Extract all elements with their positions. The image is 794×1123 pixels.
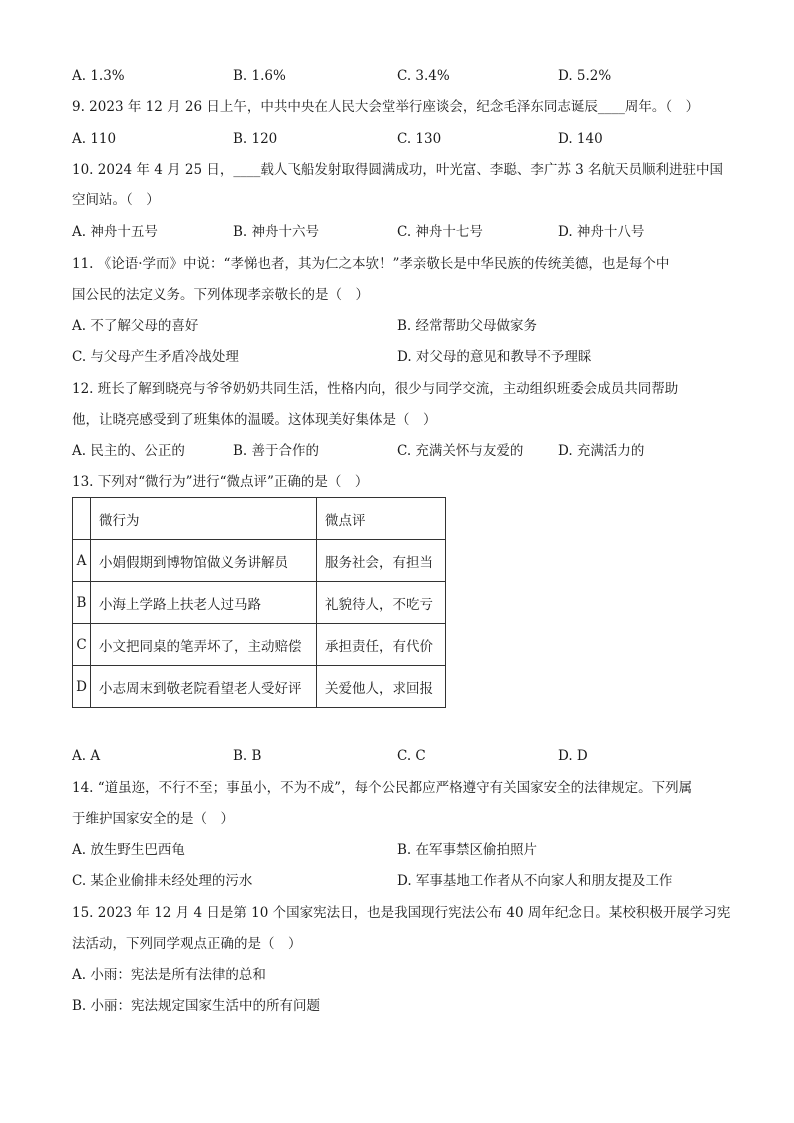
q14-stem-line1: 14. “道虽迩，不行不至；事虽小，不为不成”，每个公民都应严格遵守有关国家安全的法律规定。下列属 [72, 780, 693, 796]
q10-options [72, 223, 732, 241]
table-cell-comment: 承担责任，有代价 [317, 624, 446, 666]
table-row [73, 582, 446, 624]
table-header-cell: 微行为 [91, 498, 317, 540]
table-header-cell: 微点评 [317, 498, 446, 540]
table-row [73, 666, 446, 708]
table-row [73, 540, 446, 582]
q9-options [72, 130, 732, 148]
q11-option-c[interactable]: C. 与父母产生矛盾冷战处理 [72, 349, 239, 365]
q9-stem: 9. 2023 年 12 月 26 日上午，中共中央在人民大会堂举行座谈会，纪念毛泽东同志诞辰____周年。（ ） [72, 99, 700, 115]
table-cell-label: A [73, 540, 91, 582]
q14-option-a[interactable]: A. 放生野生巴西龟 [72, 842, 185, 858]
q11-stem-line2: 国公民的法定义务。下列体现孝亲敬长的是（ ） [72, 287, 369, 303]
q10-stem-line1: 10. 2024 年 4 月 25 日，____载人飞船发射取得圆满成功，叶光富、李聪、李广苏 3 名航天员顺利进驻中国 [72, 162, 724, 178]
q10-option-a[interactable]: A. 神舟十五号 [72, 224, 158, 240]
q8-option-b[interactable]: B. 1.6% [233, 68, 286, 84]
q9-option-c[interactable]: C. 130 [397, 131, 442, 147]
table-cell-label: B [73, 582, 91, 624]
q13-stem: 13. 下列对“微行为”进行“微点评”正确的是（ ） [72, 474, 369, 490]
table-cell-comment: 关爱他人，求回报 [317, 666, 446, 708]
q13-option-a[interactable]: A. A [72, 748, 101, 764]
q13-options [72, 747, 732, 765]
table-cell-label: C [73, 624, 91, 666]
q8-option-d[interactable]: D. 5.2% [558, 68, 612, 84]
q9-option-b[interactable]: B. 120 [233, 131, 278, 147]
q9-option-d[interactable]: D. 140 [558, 131, 603, 147]
q13-option-b[interactable]: B. B [233, 748, 262, 764]
q12-stem-line1: 12. 班长了解到晓亮与爷爷奶奶共同生活，性格内向，很少与同学交流，主动组织班委会成员共同帮助 [72, 381, 679, 397]
table-cell-behavior: 小志周末到敬老院看望老人受好评 [91, 666, 317, 708]
table-header-cell [73, 498, 91, 540]
q11-options-row2 [72, 348, 732, 366]
q14-options-row2 [72, 872, 732, 890]
table-cell-behavior: 小海上学路上扶老人过马路 [91, 582, 317, 624]
q8-option-c[interactable]: C. 3.4% [397, 68, 450, 84]
table-cell-comment: 礼貌待人，不吃亏 [317, 582, 446, 624]
q10-stem-line2: 空间站。（ ） [72, 192, 160, 208]
q10-option-c[interactable]: C. 神舟十七号 [397, 224, 483, 240]
q11-option-b[interactable]: B. 经常帮助父母做家务 [397, 318, 538, 334]
q12-stem-line2: 他，让晓亮感受到了班集体的温暖。这体现美好集体是（ ） [72, 412, 437, 428]
q10-option-b[interactable]: B. 神舟十六号 [233, 224, 320, 240]
q14-stem-line2: 于维护国家安全的是（ ） [72, 811, 234, 827]
q12-option-b[interactable]: B. 善于合作的 [233, 443, 320, 459]
q11-options-row1 [72, 317, 732, 335]
q8-option-a[interactable]: A. 1.3% [72, 68, 125, 84]
q15-option-b[interactable]: B. 小丽：宪法规定国家生活中的所有问题 [72, 998, 321, 1014]
q15-option-a[interactable]: A. 小雨：宪法是所有法律的总和 [72, 967, 266, 983]
table-cell-behavior: 小娟假期到博物馆做义务讲解员 [91, 540, 317, 582]
q8-options [72, 67, 732, 85]
q13-table [72, 497, 446, 708]
q13-option-c[interactable]: C. C [397, 748, 426, 764]
table-row [73, 624, 446, 666]
q13-option-d[interactable]: D. D [558, 748, 588, 764]
table-cell-label: D [73, 666, 91, 708]
q12-option-d[interactable]: D. 充满活力的 [558, 443, 645, 459]
q12-option-c[interactable]: C. 充满关怀与友爱的 [397, 443, 524, 459]
q12-option-a[interactable]: A. 民主的、公正的 [72, 443, 185, 459]
q11-stem-line1: 11. 《论语·学而》中说：“孝悌也者，其为仁之本欤！”孝亲敬长是中华民族的传统美德，也是每个中 [72, 256, 670, 272]
table-cell-behavior: 小文把同桌的笔弄坏了，主动赔偿 [91, 624, 317, 666]
q14-option-b[interactable]: B. 在军事禁区偷拍照片 [397, 842, 538, 858]
q11-option-d[interactable]: D. 对父母的意见和教导不予理睬 [397, 349, 592, 365]
q12-options [72, 442, 732, 460]
q10-option-d[interactable]: D. 神舟十八号 [558, 224, 645, 240]
table-header-row [73, 498, 446, 540]
q14-options-row1 [72, 841, 732, 859]
q11-option-a[interactable]: A. 不了解父母的喜好 [72, 318, 199, 334]
q14-option-c[interactable]: C. 某企业偷排未经处理的污水 [72, 873, 253, 889]
q9-option-a[interactable]: A. 110 [72, 131, 117, 147]
q15-stem-line2: 法活动，下列同学观点正确的是（ ） [72, 936, 302, 952]
table-cell-comment: 服务社会，有担当 [317, 540, 446, 582]
q15-stem-line1: 15. 2023 年 12 月 4 日是第 10 个国家宪法日，也是我国现行宪法公布 40 周年纪念日。某校积极开展学习宪 [72, 905, 731, 921]
q14-option-d[interactable]: D. 军事基地工作者从不向家人和朋友提及工作 [397, 873, 673, 889]
